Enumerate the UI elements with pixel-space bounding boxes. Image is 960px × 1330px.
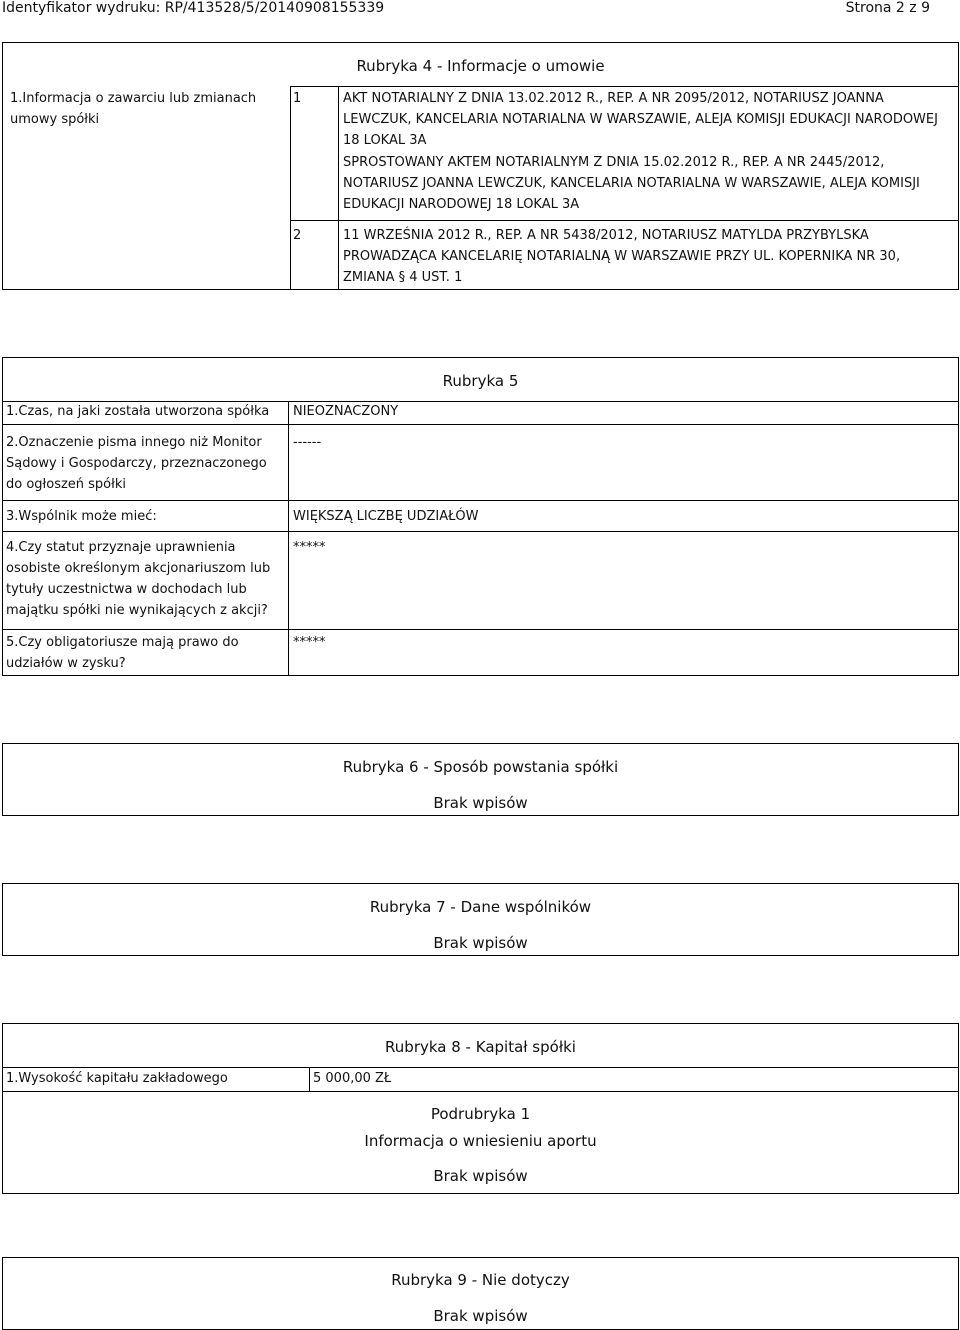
subrubryka-subtitle: Informacja o wniesieniu aportu — [364, 1132, 597, 1150]
section-rubryka-7 — [2, 883, 959, 956]
field-label: 4.Czy statut przyznaje uprawnienia osobiste określonym akcjonariuszom lub tytuły uczestnictwa w dochodach lub majątku spółki nie wynikających z akcji? — [6, 540, 271, 618]
rubryka-7-title: Rubryka 7 - Dane wspólników — [369, 898, 592, 916]
field-value: WIĘKSZĄ LICZBĘ UDZIAŁÓW — [293, 509, 479, 524]
empty-entries: Brak wpisów — [433, 1307, 528, 1325]
entry-number: 2 — [293, 228, 302, 243]
rubryka-8-title: Rubryka 8 - Kapitał spółki — [385, 1038, 576, 1056]
rubryka-5-title: Rubryka 5 — [442, 372, 519, 390]
field-label: 1.Czas, na jaki została utworzona spółka — [6, 404, 270, 419]
entry-text-correction: SPROSTOWANY AKTEM NOTARIALNYM Z DNIA 15.02.2012 R., REP. A NR 2445/2012, NOTARIUSZ JOANNA LEWCZUK, KANCELARIA NOTARIALNA W WARSZAWIE, ALEJA KOMISJI EDUKACJI NARODOWEJ 18 LOKAL 3A — [343, 155, 920, 212]
section-rubryka-6 — [2, 743, 959, 816]
field-value: NIEOZNACZONY — [293, 404, 399, 419]
field-value: ------ — [293, 435, 322, 450]
field-label: 1.Wysokość kapitału zakładowego — [6, 1071, 228, 1086]
rubryka-4-title: Rubryka 4 - Informacje o umowie — [356, 57, 605, 75]
section-rubryka-9 — [2, 1257, 959, 1330]
rubryka-9-title: Rubryka 9 - Nie dotyczy — [391, 1271, 570, 1289]
section-rubryka-5 — [2, 357, 959, 676]
entry-text: 11 WRZEŚNIA 2012 R., REP. A NR 5438/2012, NOTARIUSZ MATYLDA PRZYBYLSKA PROWADZĄCA KANCELARIĘ NOTARIALNĄ W WARSZAWIE PRZY UL. KOPERNIKA NR 30, ZMIANA § 4 UST. 1 — [343, 228, 901, 285]
section-rubryka-8 — [2, 1023, 959, 1194]
entry-text: AKT NOTARIALNY Z DNIA 13.02.2012 R., REP. A NR 2095/2012, NOTARIUSZ JOANNA LEWCZUK, KANCELARIA NOTARIALNA W WARSZAWIE, ALEJA KOMISJI EDUKACJI NARODOWEJ 18 LOKAL 3A — [343, 91, 938, 148]
empty-entries: Brak wpisów — [433, 934, 528, 952]
field-value: ***** — [293, 635, 326, 650]
field-label: 3.Wspólnik może mieć: — [6, 509, 157, 524]
subrubryka-title: Podrubryka 1 — [430, 1105, 531, 1123]
field-label: 2.Oznaczenie pisma innego niż Monitor Sądowy i Gospodarczy, przeznaczonego do ogłoszeń spółki — [6, 435, 267, 492]
empty-entries: Brak wpisów — [433, 1167, 528, 1185]
field-label: 5.Czy obligatoriusze mają prawo do udziałów w zysku? — [6, 635, 239, 671]
rubryka-4-label: 1.Informacja o zawarciu lub zmianach umowy spółki — [10, 91, 257, 127]
entry-number: 1 — [293, 91, 302, 106]
print-identifier: Identyfikator wydruku: RP/413528/5/20140908155339 — [2, 0, 385, 16]
rubryka-6-title: Rubryka 6 - Sposób powstania spółki — [342, 758, 619, 776]
field-value: ***** — [293, 540, 326, 555]
empty-entries: Brak wpisów — [433, 794, 528, 812]
page-number: Strona 2 z 9 — [845, 0, 930, 16]
section-rubryka-4 — [2, 42, 959, 290]
field-value: 5 000,00 ZŁ — [313, 1071, 392, 1086]
